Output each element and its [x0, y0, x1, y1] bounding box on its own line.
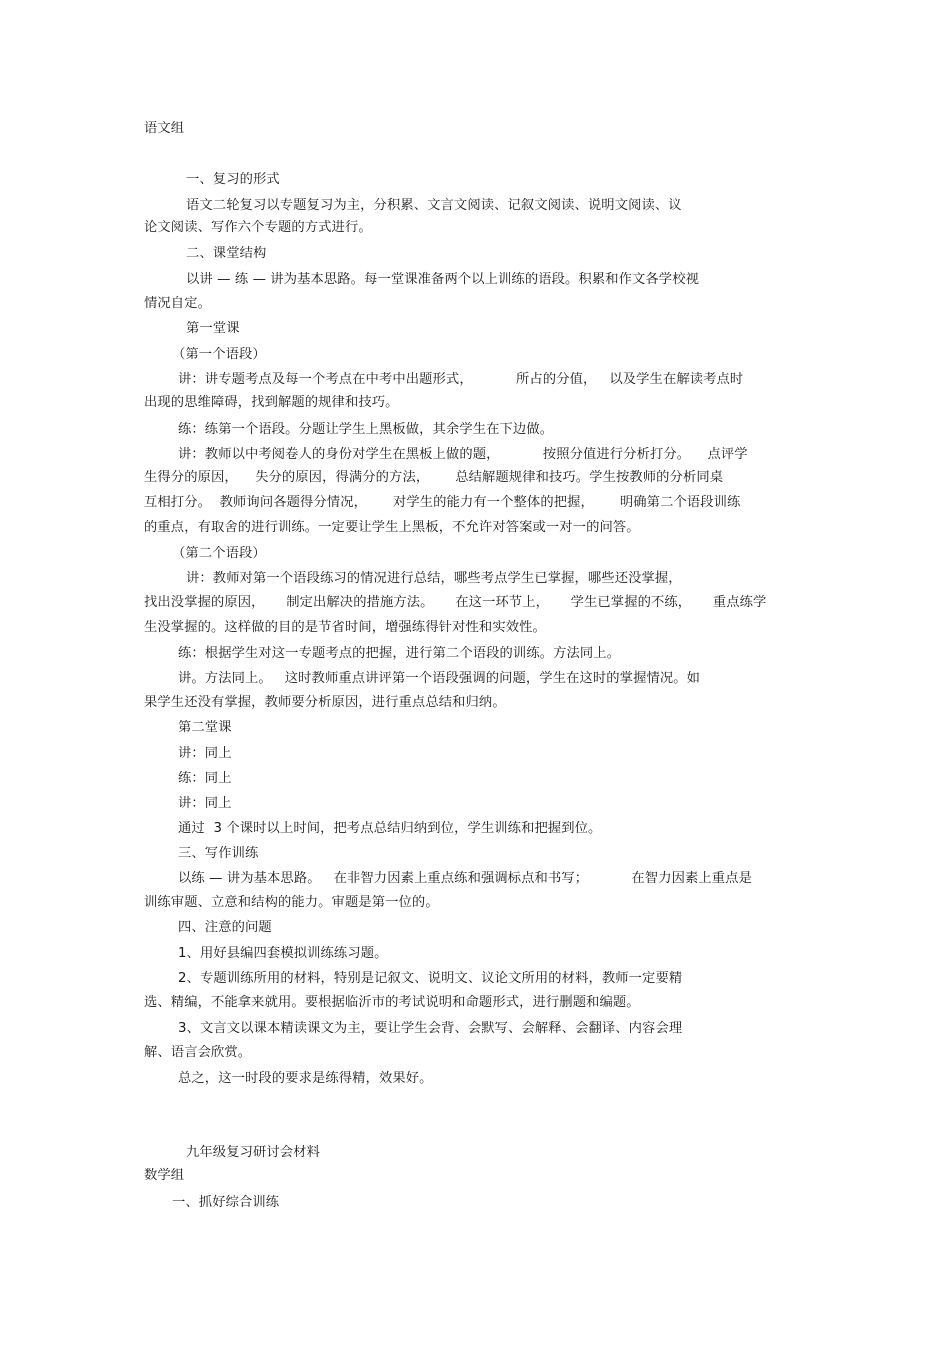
paragraph-line: 语文二轮复习以专题复习为主，分积累、文言文阅读、记叙文阅读、说明文阅读、议 — [186, 198, 682, 213]
paragraph-line: 情况自定。 — [144, 296, 211, 311]
paragraph-line: 练：练第一个语段。分题让学生上黑板做，其余学生在下边做。 — [178, 422, 554, 437]
paragraph-line: 的重点，有取舍的进行训练。一定要让学生上黑板，不允许对答案或一对一的问答。 — [144, 520, 640, 535]
paragraph-line: 讲：教师以中考阅卷人的身份对学生在黑板上做的题， 按照分值进行分析打分。 点评学 — [178, 447, 748, 462]
section-heading: 二、课堂结构 — [186, 246, 267, 261]
paragraph-line: 互相打分。 教师询问各题得分情况， 对学生的能力有一个整体的把握， 明确第二个语段训练 — [144, 495, 741, 510]
subsection-heading: 第一堂课 — [186, 321, 240, 336]
paragraph-line: 以讲 — 练 — 讲为基本思路。每一堂课准备两个以上训练的语段。积累和作文各学校视 — [186, 272, 699, 287]
paragraph-line: 解、语言会欣赏。 — [144, 1045, 252, 1060]
paragraph-line: 讲：同上 — [178, 746, 232, 761]
subsection-heading: 第二堂课 — [178, 720, 232, 735]
paragraph-line: 3、文言文以课本精读课文为主，要让学生会背、会默写、会解释、会翻译、内容会理 — [178, 1021, 683, 1036]
paragraph-line: 总之，这一时段的要求是练得精，效果好。 — [178, 1071, 433, 1086]
section-heading: 三、写作训练 — [178, 846, 259, 861]
paragraph-line: 训练审题、立意和结构的能力。审题是第一位的。 — [144, 895, 439, 910]
paragraph-line: 生得分的原因， 失分的原因，得满分的方法， 总结解题规律和技巧。学生按教师的分析同桌 — [144, 470, 724, 485]
section-heading: 一、抓好综合训练 — [172, 1195, 280, 1210]
group-heading-chinese: 语文组 — [144, 121, 185, 136]
paragraph-line: 找出没掌握的原因， 制定出解决的措施方法。 在这一环节上， 学生已掌握的不练， 重点练学 — [144, 595, 767, 610]
paragraph-line: 1、用好县编四套模拟训练练习题。 — [178, 946, 388, 961]
paragraph-line: 讲。方法同上。 这时教师重点讲评第一个语段强调的问题，学生在这时的掌握情况。如 — [178, 671, 701, 686]
paragraph-line: 以练 — 讲为基本思路。 在非智力因素上重点练和强调标点和书写； 在智力因素上重点是 — [178, 871, 752, 886]
paragraph-line: 选、精编，不能拿来就用。要根据临沂市的考试说明和命题形式，进行删题和编题。 — [144, 995, 640, 1010]
paragraph-line: 论文阅读、写作六个专题的方式进行。 — [144, 220, 372, 235]
paragraph-line: 练：根据学生对这一专题考点的把握，进行第二个语段的训练。方法同上。 — [178, 646, 621, 661]
section-heading: 一、复习的形式 — [186, 172, 280, 187]
paragraph-line: 生没掌握的。这样做的目的是节省时间，增强练得针对性和实效性。 — [144, 620, 546, 635]
group-heading-math: 数学组 — [144, 1168, 185, 1183]
paragraph-line: 讲：教师对第一个语段练习的情况进行总结，哪些考点学生已掌握，哪些还没掌握， — [186, 571, 682, 586]
paragraph-line: 2、专题训练所用的材料，特别是记叙文、说明文、议论文所用的材料，教师一定要精 — [178, 971, 683, 986]
subsection-heading: （第二个语段） — [172, 546, 266, 561]
paragraph-line: 讲：同上 — [178, 796, 232, 811]
paragraph-line: 通过 3 个课时以上时间，把考点总结归纳到位，学生训练和把握到位。 — [178, 821, 602, 836]
document-title: 九年级复习研讨会材料 — [186, 1145, 320, 1160]
paragraph-line: 讲：讲专题考点及每一个考点在中考中出题形式， 所占的分值， 以及学生在解读考点时 — [178, 372, 744, 387]
paragraph-line: 果学生还没有掌握，教师要分析原因，进行重点总结和归纳。 — [144, 695, 506, 710]
subsection-heading: （第一个语段） — [172, 347, 266, 362]
paragraph-line: 练：同上 — [178, 771, 232, 786]
paragraph-line: 出现的思维障碍，找到解题的规律和技巧。 — [144, 395, 399, 410]
section-heading: 四、注意的问题 — [178, 920, 272, 935]
